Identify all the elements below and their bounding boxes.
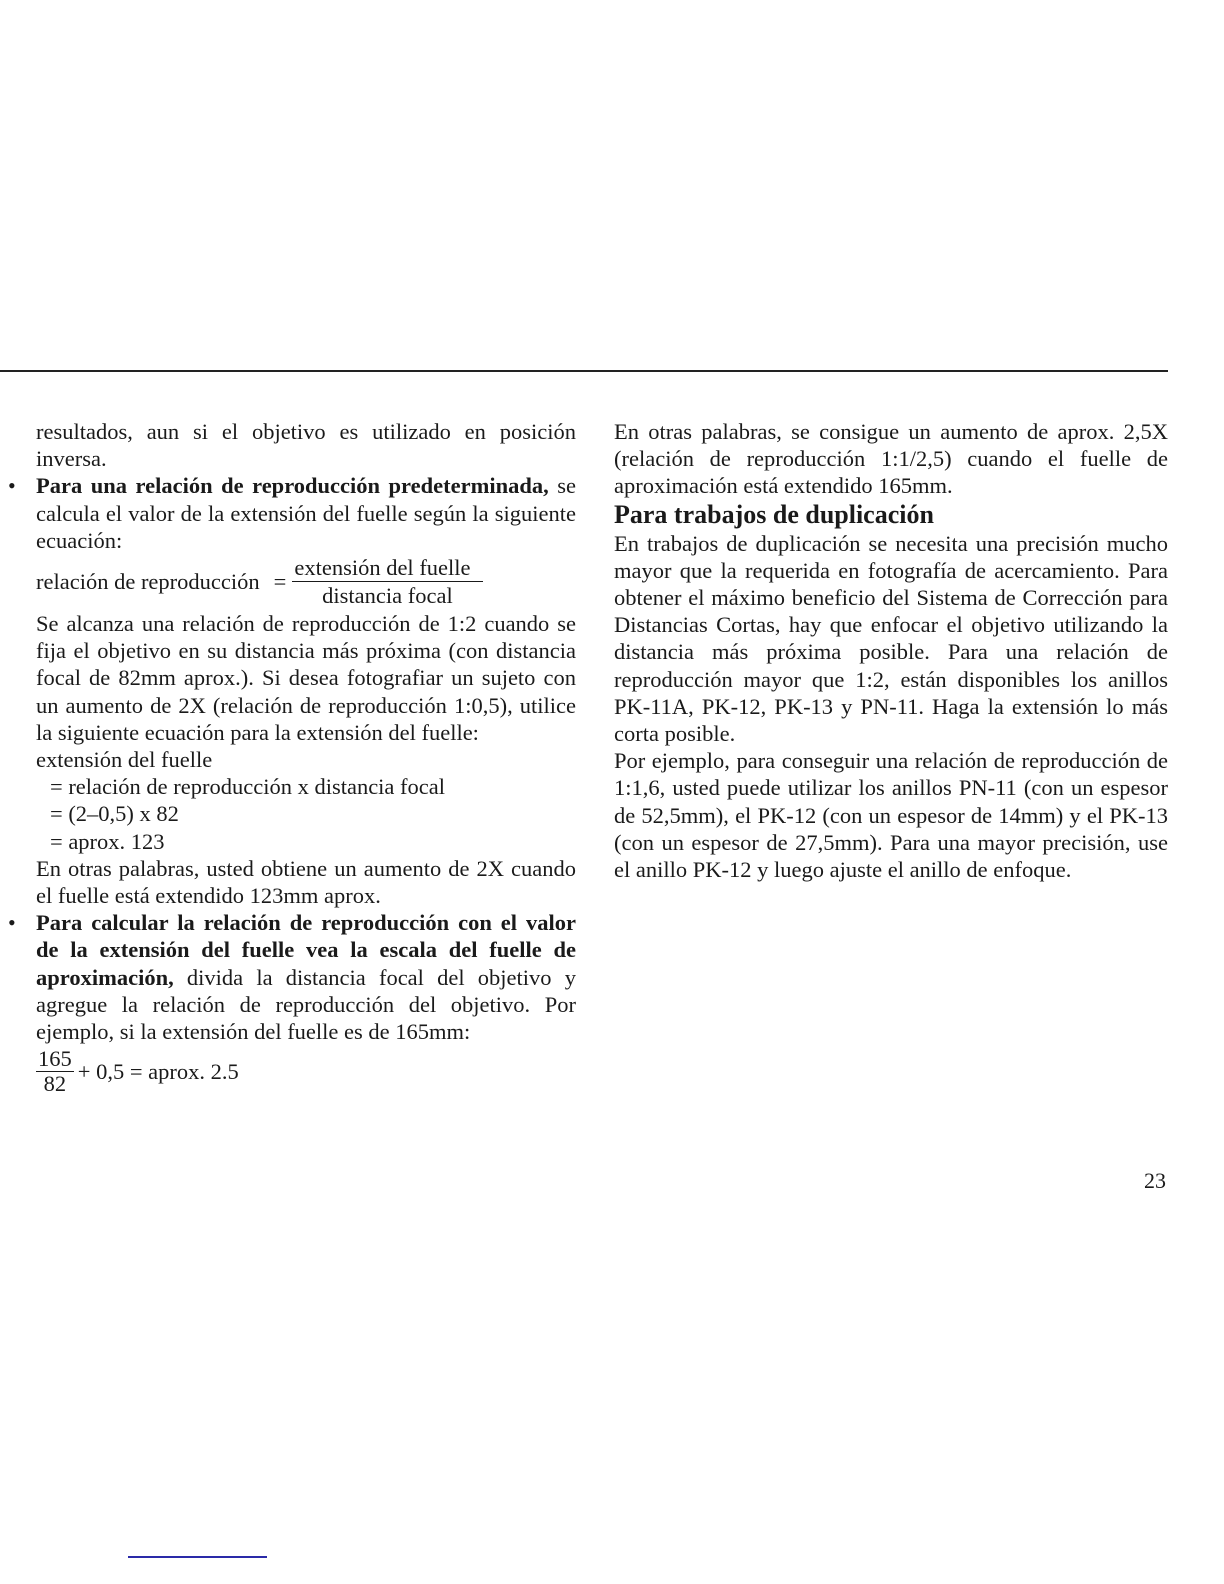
top-divider — [0, 370, 1168, 372]
calc-line: = relación de reproducción x distancia focal — [50, 774, 446, 800]
formula-example — [36, 1047, 576, 1096]
calc-label: extensión del fuelle — [36, 747, 213, 773]
equals-sign: = — [273, 569, 287, 595]
paragraph: Se alcanza una relación de reproducción de 1:2 cuando se fija el objetivo en su distancia más próxima (con distancia focal de 82mm aprox.). Si desea fotografiar un sujeto con un aumento de 2X (relación de reproducción 1:0,5), utilice la siguiente ecuación para la extensión del fuelle: — [36, 611, 576, 745]
fraction-denominator: 82 — [43, 1071, 67, 1097]
page-number: 23 — [1144, 1168, 1166, 1193]
paragraph: En trabajos de duplicación se necesita una precisión mucho mayor que la requerida en fotografía de acercamiento. Para obtener el máximo beneficio del Sistema de Corrección para Distancias Cortas, hay que enfocar el objetivo utilizando la distancia más próxima posible. Para una relación de reproducción mayor que 1:2, están disponibles los anillos PK-11A, PK-12, PK-13 y PN-11. Haga la extensión lo más corta posible. — [614, 530, 1168, 747]
calc-line: = aprox. 123 — [50, 828, 165, 854]
fraction-numerator: extensión del fuelle — [292, 555, 482, 582]
bullet-text: se calcula el valor de la extensión del fuelle según la siguiente ecuación: — [36, 473, 576, 553]
fraction-numerator: 165 — [38, 1046, 72, 1072]
left-column — [8, 418, 576, 1097]
fraction — [292, 555, 482, 609]
right-column — [614, 418, 1168, 883]
formula-reproduction-ratio — [36, 554, 576, 610]
bold-lead: Para una relación de reproducción predeterminada, — [36, 473, 549, 499]
bullet-icon: • — [8, 910, 16, 936]
fraction — [36, 1047, 74, 1096]
bullet-item — [8, 472, 576, 554]
paragraph: En otras palabras, se consigue un aumento de aprox. 2,5X (relación de reproducción 1:1/2,5) cuando el fuelle de aproximación está extendido 165mm. — [614, 419, 1168, 499]
fraction-denominator: distancia focal — [322, 583, 453, 609]
formula-lhs: relación de reproducción — [36, 569, 260, 595]
formula-rest: + 0,5 = aprox. 2.5 — [77, 1059, 239, 1085]
bullet-text: divida la distancia focal del objetivo y agregue la relación de reproducción del objetivo. Por ejemplo, si la extensión del fuelle es de 165mm: — [36, 964, 576, 1045]
bottom-rule — [128, 1556, 267, 1558]
paragraph: En otras palabras, usted obtiene un aumento de 2X cuando el fuelle está extendido 123mm aprox. — [36, 855, 576, 909]
paragraph: Por ejemplo, para conseguir una relación de reproducción de 1:1,6, usted puede utilizar los anillos PN-11 (con un espesor de 52,5mm), el PK-12 (con un espesor de 14mm) y el PK-13 (con un espesor de 27,5mm). Para una mayor precisión, use el anillo PK-12 y luego ajuste el anillo de enfoque. — [614, 748, 1168, 883]
bold-lead: Para calcular la relación de reproducción con el valor de la extensión del fuelle vea la escala del fuelle de aproximación, — [36, 910, 576, 990]
section-heading: Para trabajos de duplicación — [614, 499, 934, 529]
bullet-icon: • — [8, 473, 16, 499]
calc-line: = (2–0,5) x 82 — [50, 801, 179, 827]
bullet-item — [8, 909, 576, 1045]
paragraph: resultados, aun si el objetivo es utilizado en posición inversa. — [36, 419, 576, 472]
